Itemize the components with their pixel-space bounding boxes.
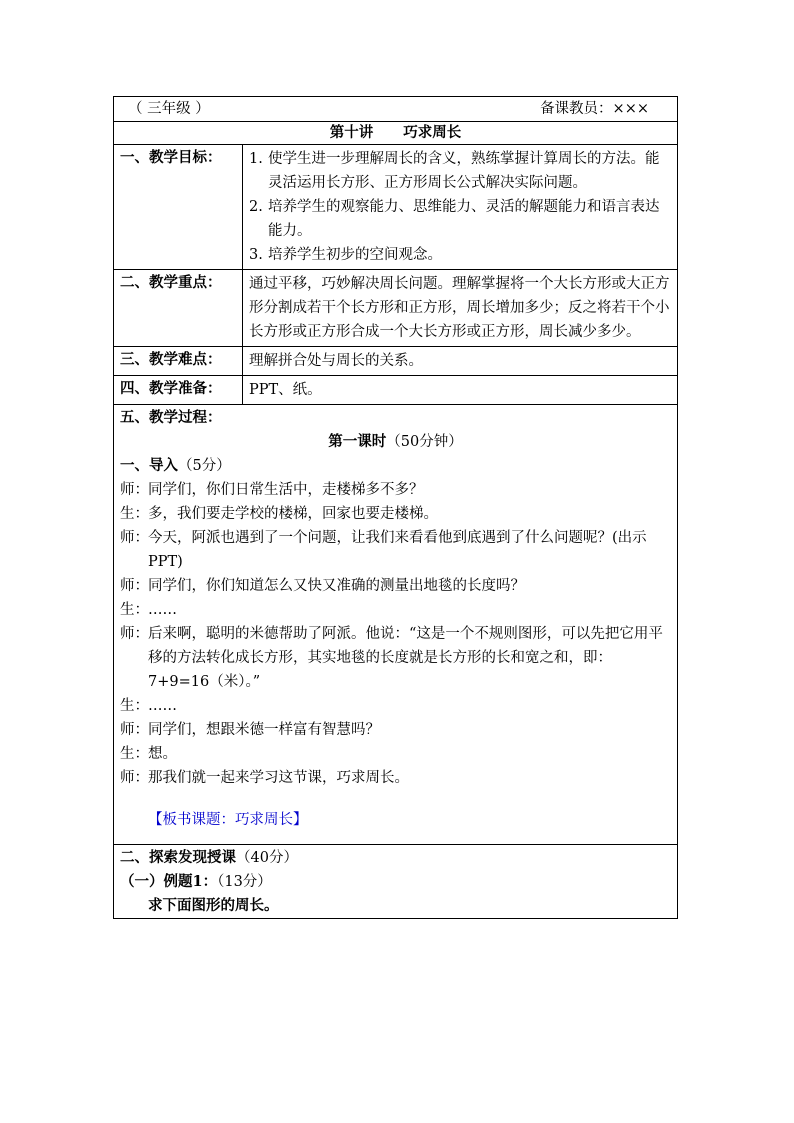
lesson-plan-table	[113, 96, 678, 919]
objectives-row	[114, 145, 678, 270]
explore-duration: （40分）	[236, 850, 298, 866]
dialogue-line: 生： ……	[120, 698, 177, 714]
lecture-number: 第十讲	[329, 124, 374, 141]
process-label: 五、教学过程：	[120, 409, 222, 426]
dialogue-line: 师： 同学们，你们日常生活中，走楼梯多不多？	[120, 482, 424, 498]
keypoints-row	[114, 270, 678, 347]
example-heading	[120, 870, 671, 894]
dialogue-line: 生： 想。	[120, 746, 177, 762]
explore-row	[114, 845, 678, 919]
title-row	[114, 122, 678, 145]
lesson-duration: （50分钟）	[386, 434, 463, 450]
objectives-label: 一、教学目标：	[114, 145, 243, 270]
explore-heading	[120, 846, 671, 870]
objective-item: 1. 使学生进一步理解周长的含义，熟练掌握计算周长的方法。能灵活运用长方形、正方形周长公式解决实际问题。	[249, 151, 660, 191]
preparation-label: 四、教学准备：	[114, 376, 243, 405]
lesson-heading	[120, 430, 671, 454]
preparation-row	[114, 376, 678, 405]
objective-item: 2. 培养学生的观察能力、思维能力、灵活的解题能力和语言表达能力。	[249, 199, 660, 239]
lecture-topic: 巧求周长	[403, 124, 462, 141]
difficulty-label: 三、教学难点：	[114, 347, 243, 376]
dialogue-line: 师： 同学们，想跟米德一样富有智慧吗？	[120, 722, 380, 738]
preparation-text: PPT、纸。	[243, 376, 678, 405]
example-task: 求下面图形的周长。	[148, 897, 279, 914]
dialogue-line: 师： 同学们，你们知道怎么又快又准确的测量出地毯的长度吗？	[120, 578, 525, 594]
example-title: （一）例题1：	[120, 873, 218, 890]
example-duration: （13分）	[217, 874, 272, 890]
difficulty-row	[114, 347, 678, 376]
intro-duration: （5分）	[178, 458, 231, 474]
dialogue-line: 师： 后来啊，聪明的米德帮助了阿派。他说：“这是一个不规则图形，可以先把它用平移的方法转化成长方形，其实地毯的长度就是长方形的长和宽之和，即：7+9=16（米）。”	[120, 626, 663, 690]
lesson-plan	[113, 96, 677, 919]
keypoints-label: 二、教学重点：	[114, 270, 243, 347]
keypoints-text: 通过平移，巧妙解决周长问题。理解掌握将一个大长方形或大正方形分割成若干个长方形和正方形，周长增加多少；反之将若干个小长方形或正方形合成一个大长方形或正方形，周长减少多少。	[243, 270, 678, 347]
board-note: 【板书课题：巧求周长】	[148, 812, 308, 828]
difficulty-text: 理解拼合处与周长的关系。	[243, 347, 678, 376]
dialogue-line: 师： 那我们就一起来学习这节课，巧求周长。	[120, 770, 409, 786]
intro-title: 一、导入	[120, 457, 178, 474]
explore-title: 二、探索发现授课	[120, 849, 236, 866]
teacher-label: 备课教员：×××	[540, 101, 650, 117]
dialogue-line: 师： 今天，阿派也遇到了一个问题，让我们来看看他到底遇到了什么问题呢？(出示PPT)	[120, 530, 647, 570]
objective-item: 3. 培养学生初步的空间观念。	[249, 247, 442, 263]
intro-heading	[120, 454, 671, 478]
lesson-title: 第一课时	[328, 433, 387, 450]
dialogue-line: 生： 多，我们要走学校的楼梯，回家也要走楼梯。	[120, 506, 438, 522]
grade-label: （ 三年级 ）	[128, 101, 210, 117]
dialogue-line: 生： ……	[120, 602, 177, 618]
header-row	[114, 97, 678, 122]
process-row	[114, 405, 678, 845]
